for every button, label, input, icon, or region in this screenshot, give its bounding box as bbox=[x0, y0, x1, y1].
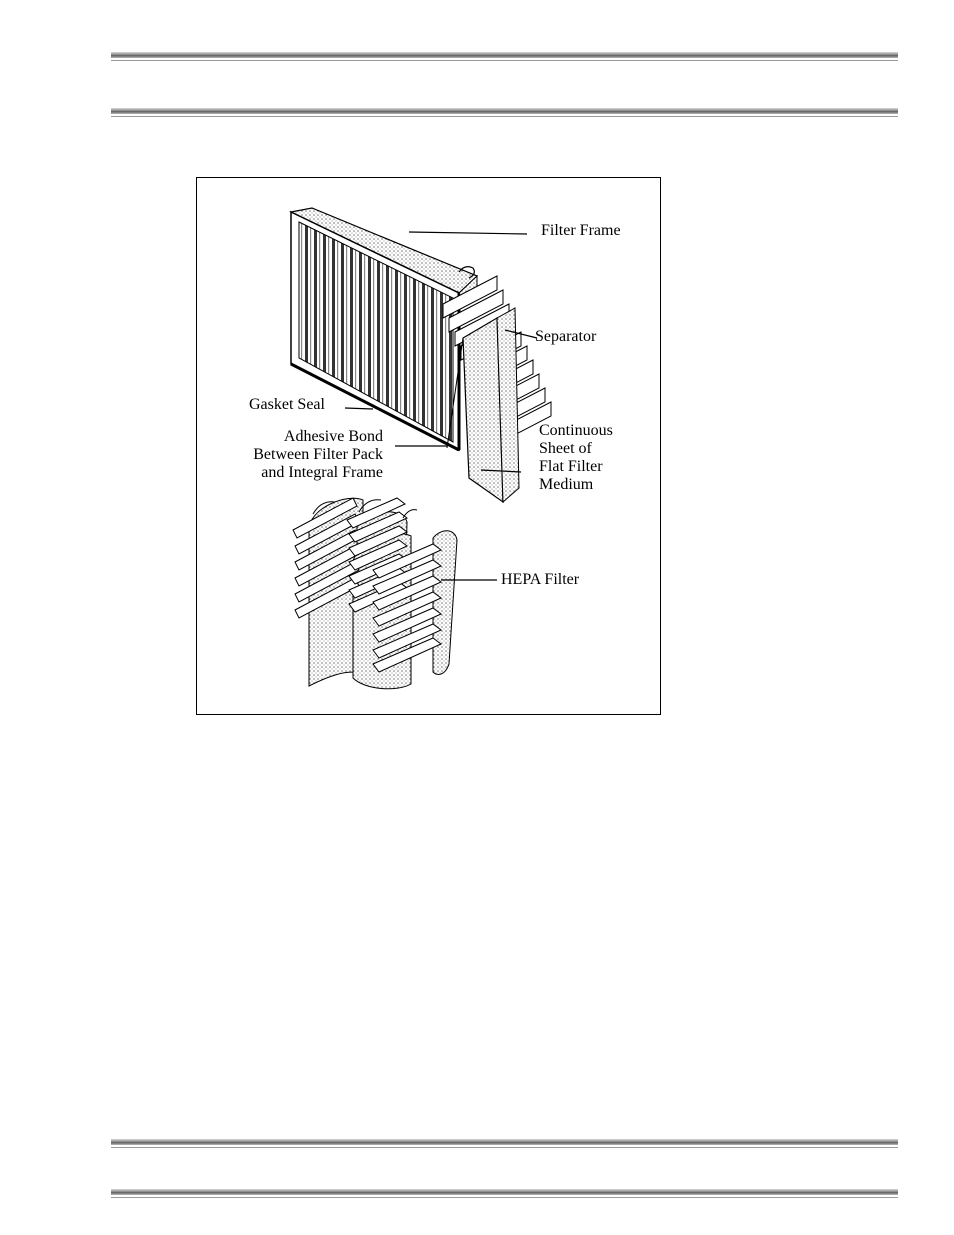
label-continuous-sheet bbox=[539, 422, 613, 494]
label-continuous-sheet-line-3: Flat Filter bbox=[539, 458, 603, 475]
label-adhesive-bond bbox=[237, 428, 383, 482]
label-hepa-filter: HEPA Filter bbox=[501, 571, 580, 588]
label-continuous-sheet-line-4: Medium bbox=[539, 476, 594, 493]
label-gasket-seal: Gasket Seal bbox=[249, 396, 325, 413]
footer-rule-bottom bbox=[111, 1189, 898, 1195]
label-continuous-sheet-line-1: Continuous bbox=[539, 422, 613, 439]
label-separator: Separator bbox=[535, 328, 597, 345]
header-rule-bottom bbox=[111, 108, 898, 114]
label-adhesive-bond-line-1: Adhesive Bond bbox=[283, 428, 383, 445]
hepa-filter-figure bbox=[196, 177, 661, 715]
header-rule-top bbox=[111, 52, 898, 58]
footer-rule-top bbox=[111, 1139, 898, 1145]
label-continuous-sheet-line-2: Sheet of bbox=[539, 440, 592, 457]
label-filter-frame: Filter Frame bbox=[541, 222, 621, 239]
label-adhesive-bond-line-2: Between Filter Pack bbox=[253, 446, 383, 463]
hepa-pleat-detail-drawing bbox=[293, 498, 457, 689]
label-adhesive-bond-line-3: and Integral Frame bbox=[261, 464, 383, 481]
